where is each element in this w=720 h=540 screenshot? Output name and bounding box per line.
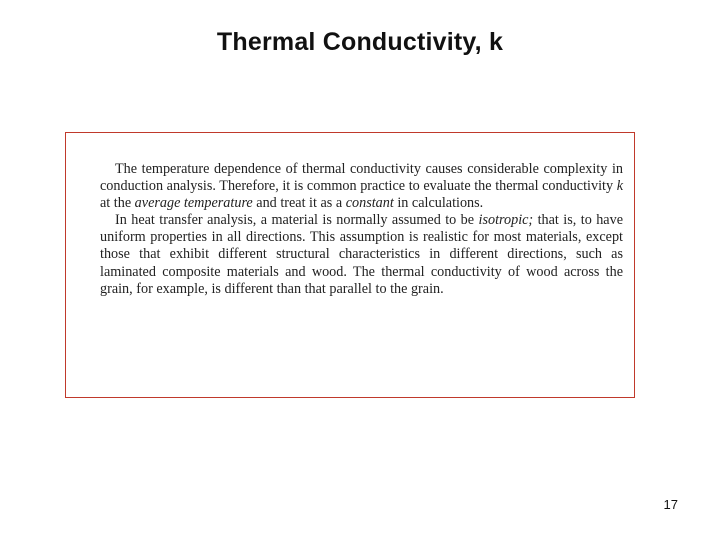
text-run: In heat transfer analysis, a material is normally assumed to be bbox=[115, 212, 479, 229]
excerpt-text bbox=[100, 161, 623, 298]
excerpt-box bbox=[65, 132, 635, 398]
text-run-italic: k bbox=[616, 178, 623, 195]
text-run-italic: isotropic; bbox=[478, 212, 534, 229]
text-run: in calculations. bbox=[393, 195, 484, 212]
text-run: and treat it as a bbox=[252, 195, 346, 212]
text-run-italic: constant bbox=[345, 195, 394, 212]
text-run-italic: average temperature bbox=[134, 195, 253, 212]
slide-title: Thermal Conductivity, k bbox=[216, 28, 504, 56]
text-run: that is, to have uniform properties in all directions. This assumption is realistic for most materials, except those that exhibit different structural characteristics in different directions, such as laminated composite materials and wood. The thermal conductivity of wood across the grain, for example, is different than that parallel to the grain. bbox=[100, 212, 623, 297]
paragraph-isotropic bbox=[100, 212, 623, 297]
page-number: 17 bbox=[663, 497, 678, 512]
text-run: at the bbox=[100, 195, 135, 212]
paragraph-temperature-dependence bbox=[100, 161, 623, 212]
text-run: The temperature dependence of thermal conductivity causes considerable complexity in conduction analysis. Therefore, it is common practice to evaluate the thermal conductivity bbox=[100, 161, 623, 195]
